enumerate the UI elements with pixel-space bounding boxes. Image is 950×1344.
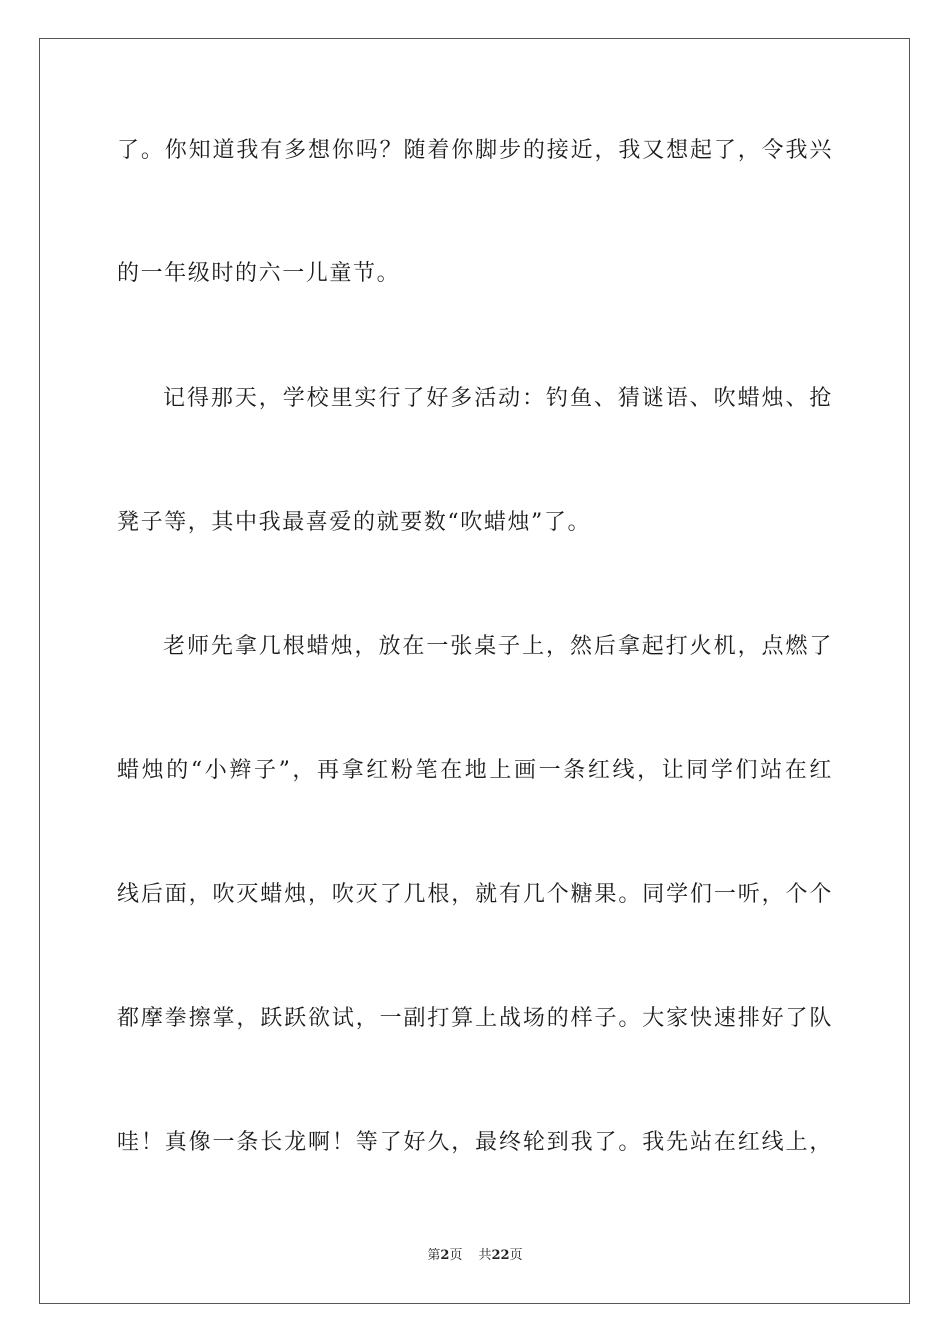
total-suffix: 页 bbox=[509, 1248, 523, 1263]
page-suffix: 页 bbox=[449, 1248, 463, 1263]
text-line-9: 哇！真像一条长龙啊！等了好久，最终轮到我了。我先站在红线上， bbox=[117, 1130, 833, 1155]
text-line-6: 蜡烛的“小辫子”，再拿红粉笔在地上画一条红线，让同学们站在红 bbox=[117, 758, 833, 783]
total-pages: 22 bbox=[491, 1248, 510, 1263]
page-footer bbox=[0, 1247, 950, 1265]
text-line-1: 了。你知道我有多想你吗？随着你脚步的接近，我又想起了，令我兴 bbox=[117, 138, 833, 163]
page-frame bbox=[39, 38, 910, 1304]
page-prefix: 第 bbox=[427, 1248, 441, 1263]
text-line-4: 凳子等，其中我最喜爱的就要数“吹蜡烛”了。 bbox=[117, 510, 592, 535]
text-line-7: 线后面，吹灭蜡烛，吹灭了几根，就有几个糖果。同学们一听，个个 bbox=[117, 882, 833, 907]
text-line-8: 都摩拳擦掌，跃跃欲试，一副打算上战场的样子。大家快速排好了队 bbox=[117, 1006, 833, 1031]
text-line-5: 老师先拿几根蜡烛，放在一张桌子上，然后拿起打火机，点燃了 bbox=[163, 634, 833, 659]
page-number: 2 bbox=[440, 1248, 450, 1263]
total-prefix: 共 bbox=[478, 1248, 492, 1263]
text-line-2: 的一年级时的六一儿童节。 bbox=[117, 261, 401, 286]
text-line-3: 记得那天，学校里实行了好多活动：钓鱼、猜谜语、吹蜡烛、抢 bbox=[163, 386, 833, 411]
